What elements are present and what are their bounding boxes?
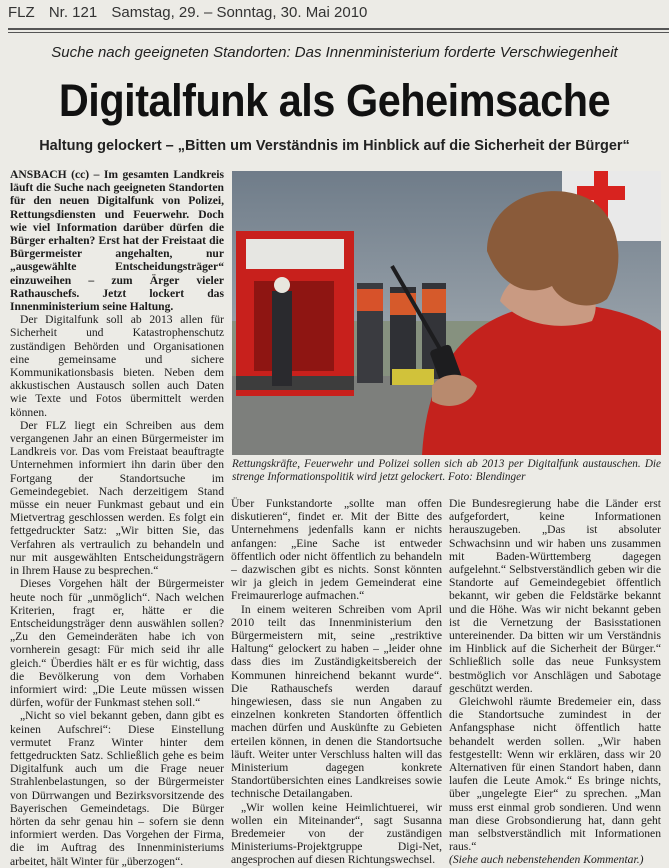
firefighter-helmet: [274, 277, 290, 293]
body-paragraph: Der FLZ liegt ein Schreiben aus dem vergangenen Jahr an einen Bürgermeister im Landkreis vor. Das vom Freistaat beauftragte Unternehmen informiert ihn darin über den Fortgang der Standortsuche im Gemeindegebiet. Nach derzeitigem Stand müsse ein neuer Funkmast gebaut und ein Mietvertrag geschlossen werden. Es folgt ein fettgedruckter Satz: „Wir bitten Sie, das Verfahren als vertraulich zu behandeln und nur mit ausgewählten Entscheidungsträgern in Ihrem Hause zu besprechen.“: [10, 418, 224, 578]
firefighter-vest: [357, 289, 383, 311]
firefighter: [272, 291, 292, 386]
article-column-3: [449, 497, 661, 867]
body-paragraph: „Nicht so viel bekannt geben, dann gibt es keinen Aufschrei“: Diese Einstellung vermutet Franz Winter hinter dem fettgedruckten Satz. Schließlich gehe es beim Digitalfunk auch um die Frage neuer Strahlenbelastungen, so der Bürgermeister von Dürrwangen und Bezirksvorsitzende des Bayerischen Gemeindetags. Die Bürger hörten da sehr genau hin – sofern sie denn informiert werden. Das Vorgehen der Firma, die im Auftrag des Innenministeriums arbeitet, hält Winter für „überzogen“.: [10, 709, 224, 868]
see-also-note: (Siehe auch nebenstehenden Kommentar.): [449, 853, 644, 867]
dateline: ANSBACH (cc) –: [10, 168, 100, 181]
photo-caption: Rettungskräfte, Feuerwehr und Polizei sollen sich ab 2013 per Digitalfunk austauschen. Die strenge Informationspolitik wird jetzt gelockert. Foto: Blendinger: [232, 458, 661, 483]
article-photo: [232, 171, 661, 455]
masthead: [8, 4, 663, 28]
body-paragraph: Der Digitalfunk soll ab 2013 allen für Sicherheit und Katastrophenschutz zuständigen Behörden und Organisationen eine gemeinsame und sichere Kommunikationsbasis bieten. Neben dem akkustischen Austausch sollen auch Daten wie Texte und Fotos übermittelt werden können.: [10, 313, 224, 419]
firefighter-vest: [422, 289, 446, 313]
masthead-rule: [8, 28, 669, 30]
truck-window: [246, 239, 344, 269]
equipment-case: [392, 369, 434, 385]
body-paragraph: In einem weiteren Schreiben vom April 2010 teilt das Innenministerium den Bürgermeistern mit, seine „restriktive Haltung“ gelockert zu haben – „leider ohne dass dies im Zuständigkeitsbereich der Kommunen hinreichend bekannt wurde“. Die Rathauschefs werden darauf hingewiesen, dass sie nun Angaben zu einzelnen konkreten Standorten öffentlich machen dürfen und Auskünfte zu Gebieten erteilen können, in denen die Standortsuche läuft. Weiter unter Verschluss halten will das Ministerium dagegen konkrete Standortübersichten eines Landkreises sowie technische Detailangaben.: [231, 602, 442, 801]
body-paragraph: „Wir wollen keine Heimlichtuerei, wir wollen ein Miteinander“, sagt Susanna Bredemeier von der zuständigen Ministeriums-Projektgruppe Digi-Net, angesprochen auf diesen Richtungswechsel.: [231, 800, 442, 867]
photo-illustration: [232, 171, 661, 455]
issue-number: Nr. 121: [48, 4, 98, 21]
body-paragraph: Dieses Vorgehen hält der Bürgermeister heute noch für „unmöglich“. Nach welchen Kriterien, fragt er, hätte er die Entscheidungsträger denn auswählen sollen? „Zu den Gemeinderäten habe ich von vornherein gesagt: Für mich seid ihr alle gleich.“ Überdies hält er es für wichtig, dass die Bevölkerung von dem Vorhaben informiert wird: „Die Leute müssen wissen dürfen, wofür der Funkmast stehen soll.“: [10, 577, 224, 710]
body-paragraph: Über Funkstandorte „sollte man offen diskutieren“, findet er. Mit der Bitte des Unternehmens jedenfalls kann er nichts anfangen: „Eine Sache ist entweder öffentlich oder nicht öffentlich zu behandeln – dazwischen gibt es nichts. Sonst könnten wir ja gleich in jedem Gemeinderat eine Freimaurerloge aufmachen.“: [231, 497, 442, 603]
article-column-1: [10, 168, 225, 868]
article-subhead: Haltung gelockert – „Bitten um Verständnis im Hinblick auf die Sicherheit der Bürger“: [39, 138, 630, 154]
issue-date: Samstag, 29. – Sonntag, 30. Mai 2010: [111, 4, 368, 21]
body-paragraph: Die Bundesregierung habe die Länder erst aufgefordert, keine Informationen herauszugeben. „Das ist absoluter Schwachsinn und wir haben uns zusammen mit Baden-Württemberg dagegen aufgelehnt.“ Selbstverständlich geben wir die Standorte auf Gemeindegebiet öffentlich bekannt, wir geben die Feldstärke bekannt und die Höhe. Was wir nicht bekannt geben ist die Vernetzung der Basisstationen untereinender. Da bitten wir um Verständnis im Hinblick auf die Sicherheit der Bürger.“ Schließlich solle das neue Funksystem bestmöglich vor Anschlägen und Sabotage geschützt werden.: [449, 497, 661, 695]
body-paragraph: Gleichwohl räumte Bredemeier ein, dass die Standortsuche zumindest in der Anfangsphase nicht öffentlich hatte behandelt werden sollen. „Wir haben festgestellt: Wenn wir erklären, dass wir 20 Alternativen für einen Standort haben, dann laufen die Leute Amok.“ Es bringe nichts, über „ungelegte Eier“ zu sprechen. „Man muss erst einmal grob sondieren. Und wenn man diese Grobsondierung hat, dann geht man selbstverständlich mit Informationen raus.“: [449, 695, 661, 854]
truck-bumper: [236, 376, 354, 390]
lead-text: Im gesamten Landkreis läuft die Suche nach geeigneten Standorten für den neuen Digitalfunk von Polizei, Rettungsdiensten und Feuerwehr. Doch wie viel Information darüber dürfen die Bürger erhalten? Erst hat der Freistaat die Bürgermeister angehalten, nur „ausgewählte Entscheidungsträger“ einzuweihen – zum Ärger vieler Rathauschefs. Jetzt lockert das Innenministerium seine Haltung.: [10, 168, 225, 314]
masthead-rule-thin: [8, 32, 669, 33]
paper-name: FLZ: [8, 4, 35, 21]
article-column-2: [231, 497, 442, 867]
article-headline: Digitalfunk als Geheimsache: [58, 75, 611, 126]
lead-paragraph: [10, 168, 224, 313]
article-kicker: Suche nach geeigneten Standorten: Das Innenministerium forderte Verschwiegenheit: [51, 44, 618, 61]
truck-compartment: [254, 281, 334, 371]
